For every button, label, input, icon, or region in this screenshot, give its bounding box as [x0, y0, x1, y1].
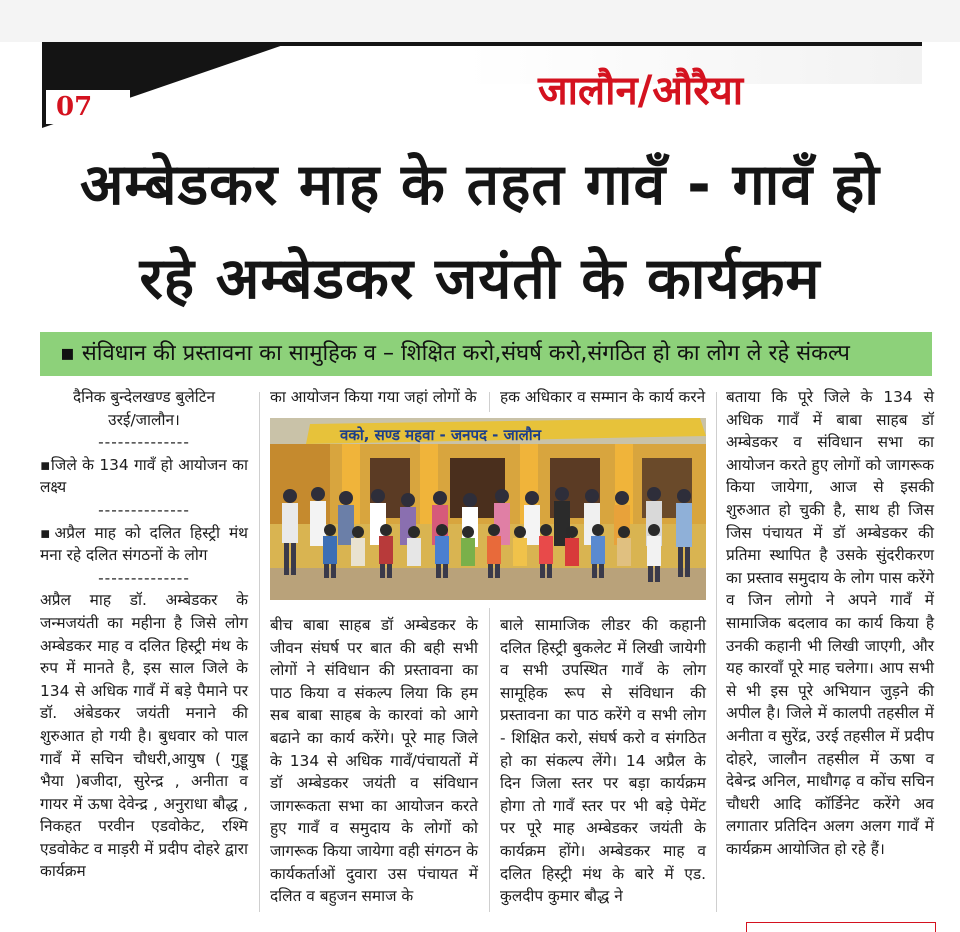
separator: -------------- [98, 433, 190, 452]
column-3-top [500, 386, 706, 409]
column-2-top [270, 386, 478, 409]
column-4 [726, 386, 934, 860]
section-title: जालौन/औरैया [538, 68, 744, 114]
column-rule [489, 608, 490, 912]
column-2 [270, 614, 478, 908]
headline-line-2: रहे अम्बेडकर जयंती के कार्यक्रम [139, 246, 821, 312]
bullet-1: ▪जिले के 134 गावँ हो आयोजन का लक्ष्य [40, 455, 248, 497]
separator: -------------- [98, 500, 190, 519]
photo-banner-text: वको, सण्ड महवा - जनपद - जालौन [340, 426, 542, 444]
subheadline: ▪ संविधान की प्रस्तावना का सामुहिक व – शिक्षित करो,संघर्ष करो,संगठित हो का लोग ले रहे संकल्प [40, 332, 932, 376]
news-photo [270, 418, 706, 600]
column-rule [259, 392, 260, 912]
top-margin [0, 0, 960, 42]
byline-line-1: दैनिक बुन्देलखण्ड बुलेटिन [72, 388, 216, 406]
column-rule [716, 392, 717, 912]
headline-line-1: अम्बेडकर माह के तहत गावँ - गावँ हो [79, 152, 881, 218]
byline-line-2: उरई/जालौन। [108, 410, 180, 429]
headline [20, 138, 940, 326]
bullet-2: ▪अप्रैल माह को दलित हिस्ट्री मंथ मना रहे दलित संगठनों के लोग [40, 523, 248, 565]
column-1 [40, 386, 248, 883]
group-photo-illustration [270, 418, 706, 600]
page-header [42, 42, 922, 128]
column-rule [489, 392, 490, 412]
column-3 [500, 614, 706, 908]
column-3-top-text: हक अधिकार व सम्मान के कार्य करने [500, 388, 706, 406]
column-2-top-text: का आयोजन किया गया जहां लोगों के [270, 388, 477, 406]
column-2-body: बीच बाबा साहब डॉ अम्बेडकर के जीवन संघर्ष पर बात की बही सभी लोगों ने संविधान की प्रस्तावना का पाठ किया व संकल्प लिया कि हम सब बाबा साहब के कारवां को आगे बढाने का कार्य करेंगे। पूरे माह जिले के 134 से अधिक गावँ/पंचायतों में डॉ अम्बेडकर जयंती व संविधान जागरूकता सभा का आयोजन करते हुए गावँ व समुदाय के लोगों को जागरूक किया जायेगा वही संगठन के कार्यकर्ताओं दुवारा उस पंचायत में दलित व बहुजन समाज के [270, 616, 478, 906]
column-1-body: अप्रैल माह डॉ. अम्बेडकर के जन्मजयंती का महीना है जिसे लोग अम्बेडकर माह व दलित हिस्ट्री मंथ के रुप में मानते है, इस साल जिले के 134 से अधिक गावँ में बड़े पैमाने पर डॉ. अंबेडकर जयंती मनाने की शुरुआत हो गयी है। बुधवार को पाल गावँ में सचिन चौधरी,आयुष ( गुड्डू भैया )बजीदा, सुरेन्द्र , अनीता व गायर में ऊषा देवेन्द्र , अनुराधा बौद्ध , निकहत परवीन एडवोकेट, रश्मि एडवोकेट व माड़री में प्रदीप दोहरे द्वारा कार्यक्रम [40, 591, 248, 881]
separator: -------------- [98, 568, 190, 587]
column-3-body: बाले सामाजिक लीडर की कहानी दलित हिस्ट्री बुकलेट में लिखी जायेगी व सभी उपस्थित गावँ के लोग सामूहिक रूप से संविधान की प्रस्तावना का पाठ करेंगे व सभी लोग - शिक्षित करो, संघर्ष करो व संगठित हो का संकल्प लेंगे। 14 अप्रैल के दिन जिला स्तर पर बड़ा कार्यक्रम होगा तो गावँ स्तर पर भी बड़े पेमेंट पर पूरे माह अम्बेडकर जयंती के कार्यक्रम होंगे। अम्बेडकर माह व दलित हिस्ट्री मंथ के बारे में एड. कुलदीप कुमार बौद्ध ने [500, 616, 706, 906]
column-4-body: बताया कि पूरे जिले के 134 से अधिक गावँ में बाबा साहब डॉ अम्बेडकर व संविधान सभा का आयोजन करते हुए लोगों को जागरूक किया जायेगा, आज से इसकी शुरुआत हो चुकी है, साथ ही जिस जिस पंचायत में डॉ अम्बेडकर की प्रतिमा स्थापित है उसके सुंदरीकरण का प्रस्ताव समुदाय के लोग पास करेंगे व जिन लोगो ने अपने गावँ में सामाजिक बदलाव का कार्य किया है उनकी कहानी भी लिखी जाएगी, और यह कारवाँ पूरे माह चलेगा। आप सभी से भी इस पूरे अभियान जुड़ने की अपील है। जिले में कालपी तहसील में अनीता व सुरेंद्र, उरई तहसील में प्रदीप दोहरे, जालौन तहसील में ऊषा व देबेन्द्र अनिल, माधौगढ़ व कोंच सचिन चौधरी आदि कॉर्डिनेट करेंगे अव लगातार प्रतिदिन अलग अलग गावँ में कार्यक्रम आयोजित हो रहे हैं। [726, 388, 934, 858]
page-number: 07 [46, 90, 130, 124]
